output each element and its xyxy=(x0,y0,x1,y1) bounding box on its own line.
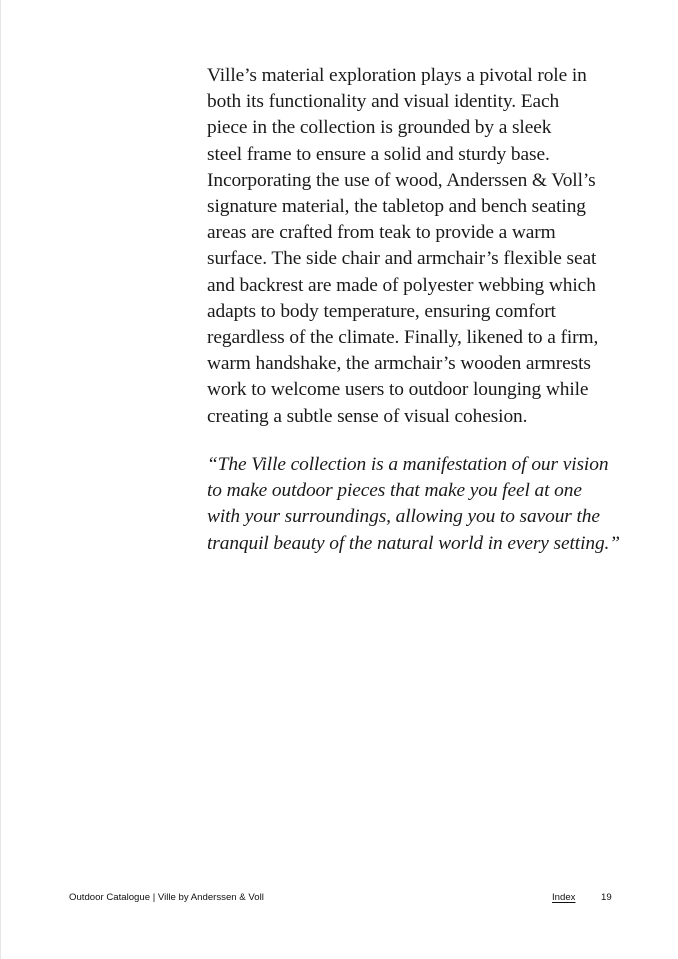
body-line: areas are crafted from teak to provide a warm xyxy=(207,222,556,244)
quote-line: with your surroundings, allowing you to savour the xyxy=(207,506,600,528)
quote-line: tranquil beauty of the natural world in every setting.” xyxy=(207,532,620,554)
body-paragraph xyxy=(207,63,617,430)
index-link[interactable]: Index xyxy=(552,892,576,903)
body-line: Ville’s material exploration plays a pivotal role in xyxy=(207,65,587,86)
body-line: creating a subtle sense of visual cohesion. xyxy=(207,405,528,427)
page-number: 19 xyxy=(601,892,612,903)
body-line: signature material, the tabletop and bench seating xyxy=(207,196,586,218)
body-line: warm handshake, the armchair’s wooden armrests xyxy=(207,353,591,375)
body-line: adapts to body temperature, ensuring comfort xyxy=(207,300,556,322)
quote-line: to make outdoor pieces that make you feel at one xyxy=(207,480,582,502)
body-line: work to welcome users to outdoor lounging while xyxy=(207,379,589,401)
footer-catalogue-label: Outdoor Catalogue | Ville by Anderssen & Voll xyxy=(69,892,264,903)
body-line: both its functionality and visual identity. Each xyxy=(207,91,560,113)
body-line: regardless of the climate. Finally, likened to a firm, xyxy=(207,327,599,349)
body-line: steel frame to ensure a solid and sturdy base. xyxy=(207,143,550,165)
body-line: surface. The side chair and armchair’s flexible seat xyxy=(207,248,597,270)
body-line: and backrest are made of polyester webbing which xyxy=(207,274,596,296)
body-line: Incorporating the use of wood, Anderssen & Voll’s xyxy=(207,169,596,191)
pull-quote xyxy=(207,452,627,557)
body-line: piece in the collection is grounded by a sleek xyxy=(207,117,552,139)
quote-line: “The Ville collection is a manifestation of our vision xyxy=(207,454,609,475)
